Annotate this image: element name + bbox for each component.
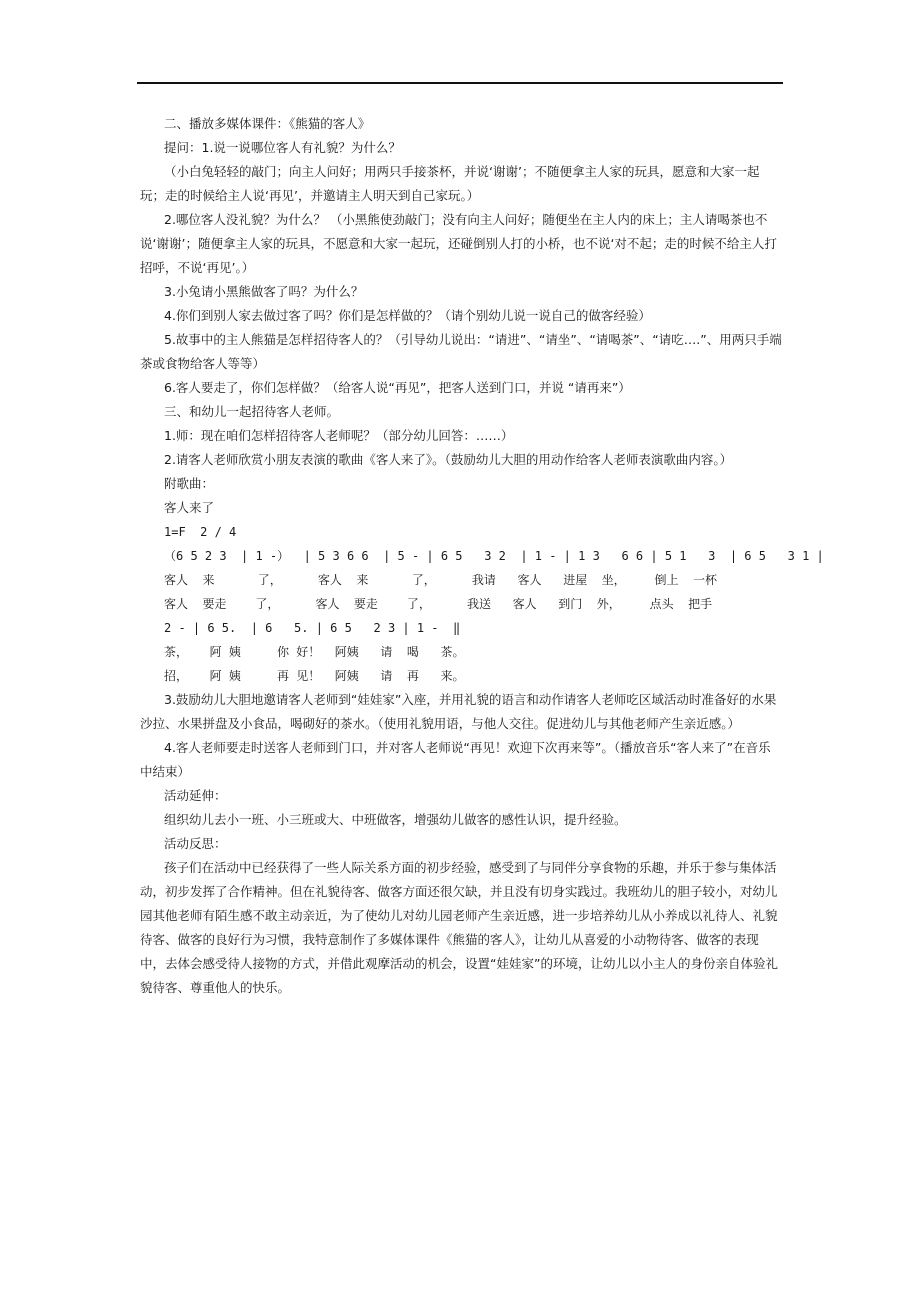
- paragraph: 客人 来 了， 客人 来 了， 我请 客人 进屋 坐， 倒上 一杯: [164, 573, 717, 587]
- paragraph: 活动反思：: [164, 836, 227, 851]
- paragraph: 3.小兔请小黑熊做客了吗？为什么？: [164, 284, 364, 299]
- paragraph: 三、和幼儿一起招待客人老师。: [164, 404, 340, 419]
- document-body: [140, 112, 824, 1000]
- paragraph: 提问：1.说一说哪位客人有礼貌？为什么？: [164, 140, 401, 155]
- paragraph: 4.客人老师要走时送客人老师到门口，并对客人老师说“再见！欢迎下次再来等”。（播放音乐“客人来了”在音乐中结束）: [140, 740, 771, 779]
- paragraph: 4.你们到别人家去做过客了吗？你们是怎样做的？（请个别幼儿说一说自己的做客经验）: [164, 308, 651, 323]
- paragraph: （6 5 2 3 | 1 -） | 5 3 6 6 | 5 - | 6 5 3 2 | 1 - | 1 3 6 6 | 5 1 3 | 6 5 3 1 |: [164, 549, 824, 563]
- paragraph: 1=F 2 / 4: [164, 525, 237, 539]
- paragraph: 6.客人要走了，你们怎样做？（给客人说“再见”，把客人送到门口，并说 “请再来”）: [164, 380, 631, 395]
- paragraph: 1.师：现在咱们怎样招待客人老师呢？（部分幼儿回答：……）: [164, 428, 514, 443]
- header-rule: [137, 82, 783, 84]
- paragraph: 2.请客人老师欣赏小朋友表演的歌曲《客人来了》。（鼓励幼儿大胆的用动作给客人老师表演歌曲内容。）: [164, 452, 733, 467]
- paragraph: 客人 要走 了， 客人 要走 了， 我送 客人 到门 外， 点头 把手: [164, 597, 713, 611]
- paragraph: 孩子们在活动中已经获得了一些人际关系方面的初步经验，感受到了与同伴分享食物的乐趣，并乐于参与集体活动，初步发挥了合作精神。但在礼貌待客、做客方面还很欠缺，并且没有切身实践过。我班幼儿的胆子较小，对幼儿园其他老师有陌生感不敢主动亲近，为了使幼儿对幼儿园老师产生亲近感，进一步培养幼儿从小养成以礼待人、礼貌待客、做客的良好行为习惯，我特意制作了多媒体课件《熊猫的客人》，让幼儿从喜爱的小动物待客、做客的表现中，去体会感受待人接物的方式，并借此观摩活动的机会，设置“娃娃家”的环境，让幼儿以小主人的身份亲自体验礼貌待客、尊重他人的快乐。: [140, 860, 778, 995]
- paragraph: 2.哪位客人没礼貌？为什么？ （小黑熊使劲敲门；没有向主人问好；随便坐在主人内的床上；主人请喝茶也不说‘谢谢’；随便拿主人家的玩具，不愿意和大家一起玩，还碰倒别人打的小桥，也不说‘对不起；走的时候不给主人打招呼，不说‘再见’。）: [140, 212, 777, 275]
- paragraph: 招， 阿 姨 再 见！ 阿姨 请 再 来。: [164, 669, 465, 683]
- paragraph: 客人来了: [164, 500, 215, 515]
- paragraph: 附歌曲：: [164, 476, 215, 491]
- paragraph: 2 - | 6 5. | 6 5. | 6 5 2 3 | 1 - ‖: [164, 621, 461, 635]
- paragraph: 组织幼儿去小一班、小三班或大、中班做客，增强幼儿做客的感性认识，提升经验。: [164, 812, 627, 827]
- paragraph: 3.鼓励幼儿大胆地邀请客人老师到“娃娃家”入座，并用礼貌的语言和动作请客人老师吃区域活动时准备好的水果沙拉、水果拼盘及小食品，喝砌好的茶水。（使用礼貌用语，与他人交往。促进幼儿与其他老师产生亲近感。）: [140, 692, 777, 731]
- paragraph: 活动延伸：: [164, 788, 227, 803]
- paragraph: 茶， 阿 姨 你 好！ 阿姨 请 喝 茶。: [164, 645, 465, 659]
- paragraph: （小白兔轻轻的敲门；向主人问好；用两只手接茶杯，并说‘谢谢’；不随便拿主人家的玩具，愿意和大家一起玩；走的时候给主人说‘再见’，并邀请主人明天到自己家玩。）: [140, 164, 760, 203]
- paragraph: 二、播放多媒体课件：《熊猫的客人》: [164, 116, 371, 131]
- paragraph: 5.故事中的主人熊猫是怎样招待客人的？（引导幼儿说出：“请进”、“请坐”、“请喝茶”、“请吃….”、用两只手端茶或食物给客人等等）: [140, 332, 782, 371]
